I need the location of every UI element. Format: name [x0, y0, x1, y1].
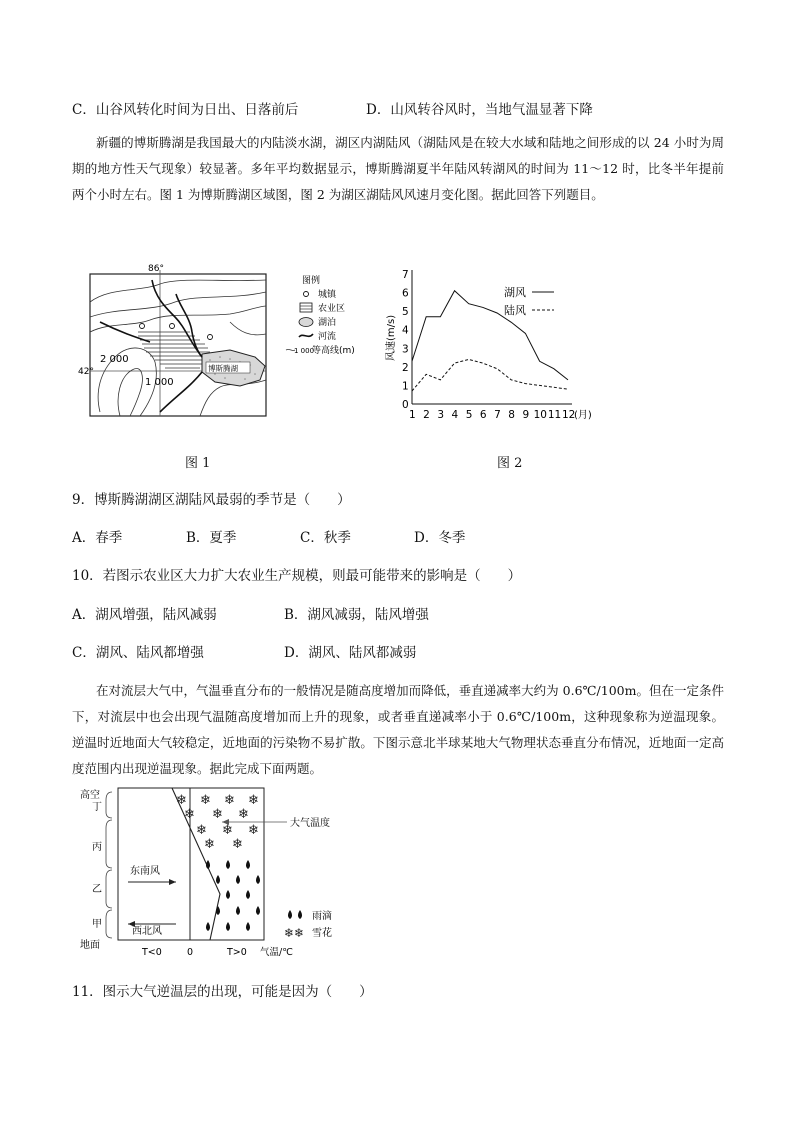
svg-text:❄: ❄: [184, 807, 195, 822]
x-tick-label: 8: [508, 409, 515, 421]
x-tick-label: 4: [451, 409, 459, 421]
q11-stem: 11．图示大气逆温层的出现，可能是因为（ ）: [72, 984, 373, 1000]
legend-contour-label: 等高线(m): [312, 346, 355, 356]
svg-text:❄: ❄: [248, 823, 259, 838]
legend-farm-icon: [300, 303, 312, 312]
figure-2-chart: [368, 262, 608, 432]
legend-series-label: 陆风: [504, 304, 526, 317]
x-label-zero: 0: [187, 947, 194, 958]
y-axis-label: 风速(m/s): [386, 314, 397, 361]
q10-option-c: C．湖风、陆风都增强: [72, 645, 204, 661]
layer-brackets: [106, 792, 112, 938]
legend-rain-icon: [288, 910, 302, 919]
figure-3-inversion: [72, 782, 392, 960]
figure-2-caption: 图 2: [497, 456, 523, 471]
legend-series-label: 湖风: [504, 286, 526, 299]
svg-text:❄: ❄: [222, 823, 233, 838]
series-line-lake-wind: [412, 291, 568, 380]
legend-lake-icon: [299, 318, 313, 327]
longitude-label: 86°: [148, 264, 164, 274]
legend-river-label: 河流: [318, 332, 337, 342]
layer-ding: 丁: [92, 802, 102, 813]
y-tick-label: 5: [402, 306, 409, 319]
wind-northwest-label: 西北风: [132, 926, 162, 937]
svg-text:❄: ❄: [212, 807, 223, 822]
y-tick-label: 7: [402, 269, 409, 281]
y-tick-label: 6: [402, 287, 409, 300]
x-ticks: [409, 409, 575, 421]
q9-option-d: D．冬季: [414, 530, 466, 546]
x-tick-label: 10: [533, 409, 548, 421]
temp-label: 大气温度: [290, 818, 330, 829]
svg-text:❄: ❄: [176, 793, 187, 808]
legend-lake-label: 湖泊: [318, 318, 337, 328]
svg-text:❄: ❄: [200, 793, 211, 808]
svg-text:❄: ❄: [204, 837, 215, 852]
svg-text:❄: ❄: [248, 793, 259, 808]
q10-option-a: A．湖风增强，陆风减弱: [72, 607, 217, 623]
x-tick-label: 11: [547, 409, 562, 421]
option-c-prev: C．山谷风转化时间为日出、日落前后: [72, 102, 299, 118]
y-tick-label: 0: [402, 399, 409, 411]
layer-yi: 乙: [92, 884, 102, 895]
q10-option-b: B．湖风减弱，陆风增强: [284, 607, 429, 623]
svg-text:❄: ❄: [224, 793, 235, 808]
legend-farm-label: 农业区: [318, 304, 346, 314]
label-ground: 地面: [80, 940, 100, 951]
y-tick-label: 4: [402, 324, 409, 337]
label-high-sky: 高空: [80, 790, 100, 801]
svg-text:❄: ❄: [196, 823, 207, 838]
contour-1000-label: 1 000: [145, 377, 174, 388]
passage-1: 新疆的博斯腾湖是我国最大的内陆淡水湖，湖区内湖陆风（湖陆风是在较大水域和陆地之间形成的以 24 小时为周期的地方性天气现象）较显著。多年平均数据显示，博斯腾湖夏半年陆风转湖风的时间为 11～12 时，比冬半年提前两个小时左右。图 1 为博斯腾湖区域图，图 2 为湖区湖陆风风速月变化图。据此回答下列题目。: [72, 135, 724, 202]
x-tick-label: 3: [437, 409, 445, 421]
x-axis-label: (月): [574, 410, 592, 421]
y-tick-label: 1: [402, 380, 409, 393]
fig1-legend: [286, 274, 355, 356]
q9-option-a: A．春季: [72, 530, 123, 546]
layer-bing: 丙: [92, 842, 102, 853]
layer-jia: 甲: [92, 919, 102, 930]
x-tick-label: 12: [562, 409, 576, 421]
q9-option-b: B．夏季: [186, 530, 237, 546]
legend-snow-icon: ❄❄: [284, 926, 305, 940]
svg-text:❄: ❄: [238, 807, 249, 822]
legend-title: 图例: [302, 276, 321, 286]
legend-river-icon: [299, 334, 313, 337]
contour-2000-label: 2 000: [100, 354, 129, 365]
q9-stem: 9．博斯腾湖湖区湖陆风最弱的季节是（ ）: [72, 492, 351, 508]
x-tick-label: 1: [409, 409, 416, 421]
chart-series: [412, 291, 568, 391]
y-ticks: [402, 269, 409, 411]
latitude-label: 42°: [78, 367, 94, 377]
lake-name: 博斯腾湖: [208, 364, 238, 373]
svg-text:❄: ❄: [232, 837, 243, 852]
x-label-unit: 气温/℃: [260, 947, 293, 958]
wind-southeast-label: 东南风: [130, 866, 160, 877]
towns: [140, 324, 213, 340]
x-label-neg: T<0: [142, 947, 162, 958]
legend-town-icon: [304, 292, 309, 297]
q9-option-c: C．秋季: [300, 530, 351, 546]
chart-legend: [504, 285, 554, 317]
figure-1-caption: 图 1: [185, 456, 211, 471]
legend-contour-sample: 1 000: [294, 347, 315, 355]
x-tick-label: 9: [522, 409, 530, 421]
x-tick-label: 5: [465, 409, 473, 421]
q10-option-d: D．湖风、陆风都减弱: [284, 645, 417, 661]
q10-stem: 10．若图示农业区大力扩大农业生产规模，则最可能带来的影响是（ ）: [72, 568, 522, 584]
legend-snow-label: 雪花: [312, 928, 332, 939]
y-tick-label: 2: [402, 361, 409, 374]
y-tick-label: 3: [402, 343, 409, 356]
option-d-prev: D．山风转谷风时，当地气温显著下降: [366, 102, 593, 118]
farm-area: [138, 332, 210, 368]
x-tick-label: 7: [494, 409, 501, 421]
x-tick-label: 6: [479, 409, 487, 421]
x-tick-label: 2: [423, 409, 430, 421]
passage-2: 在对流层大气中，气温垂直分布的一般情况是随高度增加而降低，垂直递减率大约为 0.6℃/100m。但在一定条件下，对流层中也会出现气温随高度增加而上升的现象，或者垂直递减率小于 0.6℃/100m，这种现象称为逆温现象。逆温时近地面大气较稳定，近地面的污染物不易扩散。下图示意北半球某地大气物理状态垂直分布情况，近地面一定高度范围内出现逆温现象。据此完成下面两题。: [72, 683, 724, 776]
legend-town-label: 城镇: [318, 290, 337, 300]
legend-rain-label: 雨滴: [312, 911, 332, 922]
wind-southeast-head: [169, 879, 176, 885]
x-label-pos: T>0: [227, 947, 247, 958]
figure-1-map: [78, 262, 355, 427]
snowflakes: [176, 793, 259, 852]
